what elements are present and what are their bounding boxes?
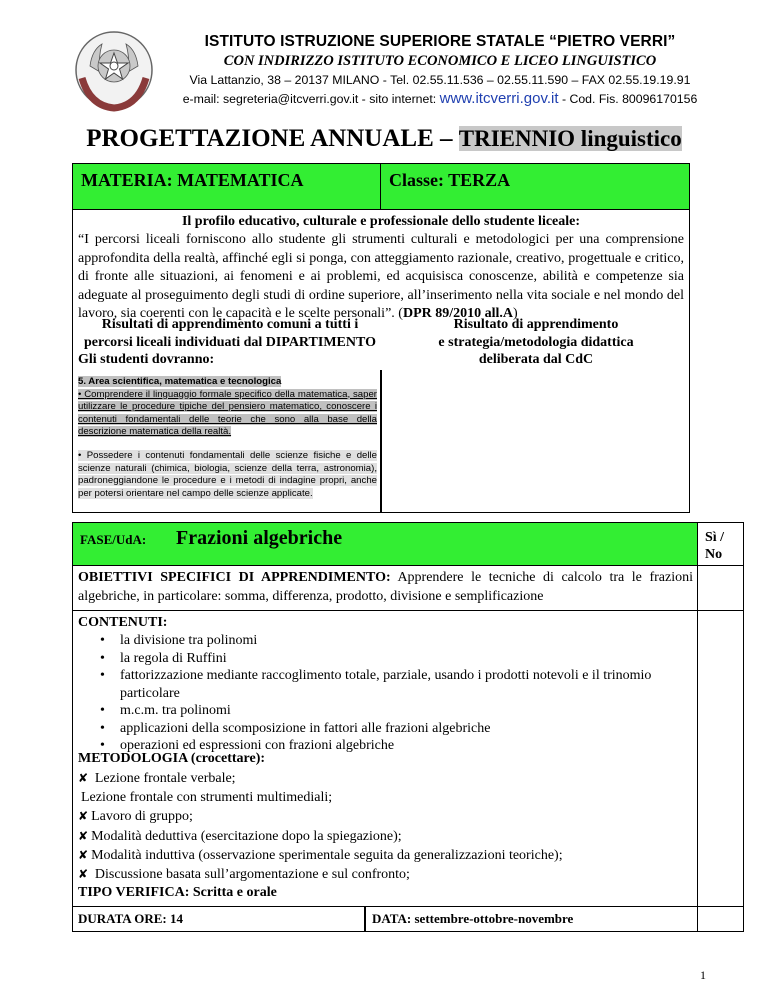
list-item: • la regola di Ruffini [78, 650, 693, 668]
cross-check-icon: ✘ [78, 867, 92, 882]
profilo-reference: DPR 89/2010 all.A [402, 306, 514, 321]
list-item: • operazioni ed espressioni con frazioni algebriche [78, 737, 693, 755]
option-label: Lezione frontale verbale; [94, 771, 236, 786]
si-label: Sì / [705, 530, 725, 545]
col1-line1: Risultati di apprendimento comuni a tutti i [101, 317, 359, 332]
metodologia-option[interactable] [78, 769, 693, 788]
metodologia-option[interactable] [78, 846, 693, 865]
cross-check-icon: ✘ [78, 809, 89, 824]
page-number: 1 [700, 968, 706, 982]
area-scientifica-block [78, 376, 377, 439]
cross-check-icon: ✘ [78, 847, 89, 862]
subject-cell: MATERIA: MATEMATICA [73, 164, 381, 209]
page-title [0, 125, 768, 153]
email-text: e-mail: segreteria@itcverri.gov.it - sito internet: [182, 92, 440, 106]
metodologia-option[interactable] [78, 827, 693, 846]
profilo-title: Il profilo educativo, culturale e professionale dello studente liceale: [181, 214, 581, 229]
fase-name: Frazioni algebriche [176, 527, 343, 549]
durata-check-cell[interactable] [698, 907, 744, 932]
list-item: • la divisione tra polinomi [78, 632, 693, 650]
column-header-dipartimento [78, 316, 382, 369]
metodologia-option[interactable] [78, 807, 693, 826]
fiscal-code: - Cod. Fis. 80096170156 [558, 92, 698, 106]
website-link[interactable]: www.itcverri.gov.it [439, 90, 559, 107]
area-scientifica-block-2 [78, 450, 377, 500]
option-label: Discussione basata sull’argomentazione e sul confronto; [94, 867, 410, 883]
obiettivi-text [78, 569, 693, 606]
metodologia-option[interactable] [78, 865, 693, 884]
metodologia-list [78, 769, 693, 884]
metodologia-label: METODOLOGIA (crocettare): [78, 751, 266, 766]
title-main: PROGETTAZIONE ANNUALE – [86, 125, 459, 152]
title-highlight: TRIENNIO linguistico [458, 126, 682, 151]
list-item: • applicazioni della scomposizione in fattori alle frazioni algebriche [78, 720, 693, 738]
data-periodo: DATA: settembre-ottobre-novembre [372, 911, 574, 926]
school-address: Via Lattanzio, 38 – 20137 MILANO - Tel. 02.55.11.536 – 02.55.11.590 – FAX 02.55.19.19.91 [189, 73, 691, 87]
si-no-header [698, 522, 744, 566]
option-label: Lezione frontale con strumenti multimediali; [81, 790, 333, 806]
tipo-verifica: TIPO VERIFICA: Scritta e orale [78, 885, 277, 900]
area-text-1: • Comprendere il linguaggio formale specifico della matematica, saper utilizzare le procedure tipiche del pensiero matematico, conoscere i contenuti fondamentali delle teorie che sono alla base della descrizione matematica della realtà. [78, 388, 377, 438]
cross-check-icon: ✘ [78, 828, 89, 843]
col2-line1: Risultato di apprendimento [453, 317, 619, 332]
col2-line2: e strategia/metodologia didattica [438, 334, 634, 350]
contenuti-list [78, 632, 693, 755]
option-label: Modalità induttiva (osservazione sperimentale seguita da generalizzazioni teoriche); [91, 847, 563, 863]
metodologia-check-cell[interactable] [698, 750, 744, 907]
column-divider [380, 370, 382, 513]
area-text-2: • Possedere i contenuti fondamentali delle scienze fisiche e delle scienze naturali (chimica, biologia, scienze della terra, astronomia), padroneggiandone le procedure e i metodi di indagine propri, anche per potersi orientare nel campo delle scienze applicate. [78, 450, 377, 499]
school-contacts [160, 90, 720, 107]
column-header-cdc [386, 316, 686, 369]
list-item: • fattorizzazione mediante raccoglimento totale, parziale, usando i prodotti notevoli e il trinomio particolare [78, 667, 693, 702]
materia-table [72, 163, 690, 210]
list-item: • m.c.m. tra polinomi [78, 702, 693, 720]
no-label: No [705, 547, 723, 562]
school-subtitle: CON INDIRIZZO ISTITUTO ECONOMICO E LICEO LINGUISTICO [223, 53, 657, 69]
col1-line2: percorsi liceali individuati dal DIPARTIMENTO [84, 334, 376, 350]
metodologia-option[interactable] [78, 788, 693, 807]
option-label: Modalità deduttiva (esercitazione dopo la spiegazione); [91, 828, 402, 844]
fase-header [72, 522, 698, 566]
profilo-quote: “I percorsi liceali forniscono allo studente gli strumenti culturali e metodologici per una comprensione approfondita della realtà, affinché egli si ponga, con atteggiamento razionale, creativo, progettuale e critico, di fronte alle situazioni, ai fenomeni e ai problemi, ed acquisisca conoscenze, abilità e competenze sia adeguate al proseguimento degli studi di ordine superiore, all’inserimento nella vita sociale e nel mondo del lavoro, sia coerenti con le capacità e le scelte personali”. ( [78, 232, 684, 321]
school-name: ISTITUTO ISTRUZIONE SUPERIORE STATALE “PIETRO VERRI” [204, 33, 676, 50]
profilo-reference-close: ) [513, 306, 518, 321]
option-label: Lavoro di gruppo; [91, 809, 193, 825]
area-title: 5. Area scientifica, matematica e tecnologica [78, 376, 282, 387]
durata-divider [364, 907, 366, 932]
italian-republic-emblem [70, 26, 158, 114]
contenuti-label: CONTENUTI: [78, 615, 168, 630]
obiettivi-description: Apprendere le tecniche di calcolo tra le frazioni algebriche, in particolare: somma, differenza, prodotto, divisione e semplificazione [78, 570, 693, 604]
obiettivi-check-cell[interactable] [698, 566, 744, 611]
obiettivi-label: OBIETTIVI SPECIFICI DI APPRENDIMENTO: [78, 570, 391, 585]
class-cell: Classe: TERZA [389, 170, 511, 190]
col1-line3: Gli studenti dovranno: [78, 352, 215, 367]
fase-label: FASE/UdA: [80, 532, 147, 547]
profilo-text [78, 231, 684, 324]
col2-line3: deliberata dal CdC [478, 352, 594, 367]
contenuti-check-cell[interactable] [698, 611, 744, 761]
durata-ore: DURATA ORE: 14 [78, 911, 183, 926]
cross-check-icon: ✘ [78, 771, 92, 785]
